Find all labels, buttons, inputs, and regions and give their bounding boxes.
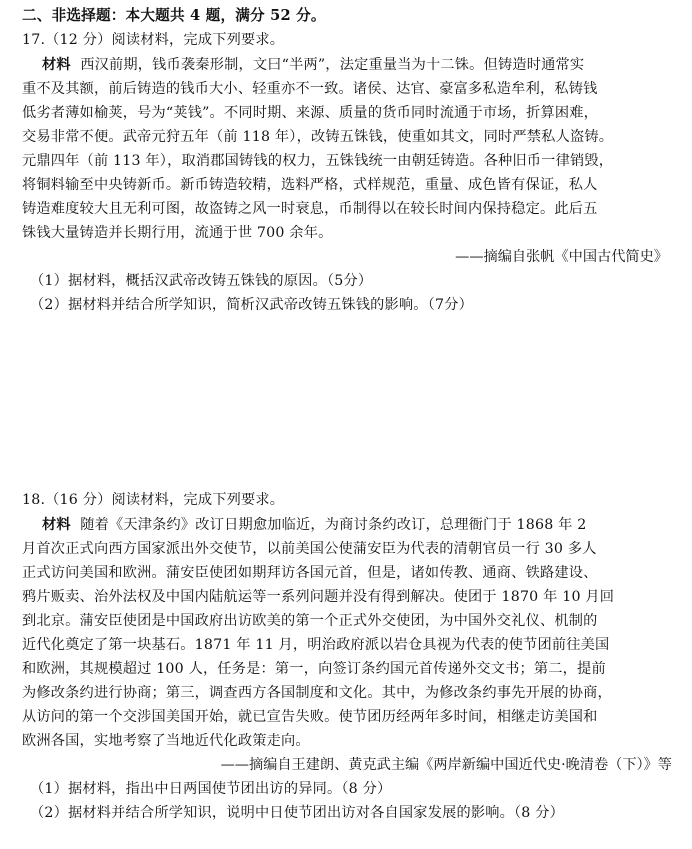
section-header: 二、非选择题：本大题共 4 题，满分 52 分。 — [22, 7, 326, 24]
q17-line: 将铜料输至中央铸新币。新币铸造较精，选料严格，式样规范，重量、成色皆有保证，私人 — [22, 177, 598, 193]
q17-question-2: （2）据材料并结合所学知识，简析汉武帝改铸五铢钱的影响。（7分） — [30, 297, 473, 313]
q17-line: 元鼎四年（前 113 年），取消郡国铸钱的权力，五铢钱统一由朝廷铸造。各种旧币一律销毁， — [22, 153, 614, 169]
q18-material-label: 材料 — [42, 517, 71, 533]
q18-question-1: （1）据材料，指出中日两国使节团出访的异同。（8 分） — [30, 781, 392, 797]
q17-source: ——摘编自张帆《中国古代简史》 — [455, 249, 668, 265]
q17-line: 低劣者薄如榆荚，号为“荚钱”。不同时期、来源、质量的货币同时流通于市场，折算困难， — [22, 105, 599, 121]
q18-question-2: （2）据材料并结合所学知识，说明中日使节团出访对各自国家发展的影响。（8 分） — [30, 805, 565, 821]
q17-line: 铢钱大量铸造并长期行用，流通于世 700 余年。 — [22, 225, 333, 241]
q17-line: 西汉前期，钱币袭秦形制，文曰“半两”，法定重量当为十二铢。但铸造时通常实 — [80, 57, 585, 73]
q18-line: 随着《天津条约》改订日期愈加临近，为商讨条约改订，总理衙门于 1868 年 2 — [80, 517, 587, 533]
q18-line: 欧洲各国，实地考察了当地近代化政策走向。 — [22, 733, 310, 749]
q17-line: 铸造难度较大且无利可图，故盗铸之风一时衰息，币制得以在较长时间内保持稳定。此后五 — [22, 201, 598, 217]
q18-line: 近代化奠定了第一块基石。1871 年 11 月，明治政府派以岩仓具视为代表的使节团前往美国 — [22, 637, 610, 653]
q17-question-1: （1）据材料，概括汉武帝改铸五铢钱的原因。（5分） — [30, 273, 373, 289]
q18-line: 和欧洲，其规模超过 100 人，任务是：第一，向签订条约国元首传递外交文书；第二，提前 — [22, 661, 606, 677]
q18-source: ——摘编自王建朗、黄克武主编《两岸新编中国近代史·晚清卷（下）》等 — [220, 757, 672, 773]
q18-line: 从访问的第一个交涉国美国开始，就已宣告失败。使节团历经两年多时间，相继走访美国和 — [22, 709, 598, 725]
q18-line: 到北京。蒲安臣使团是中国政府出访欧美的第一个正式外交使团，为中国外交礼仪、机制的 — [22, 613, 598, 629]
q17-material-label: 材料 — [42, 57, 71, 73]
q18-line: 为修改条约进行协商；第三，调查西方各国制度和文化。其中，为修改条约事先开展的协商， — [22, 685, 612, 701]
q18-heading: 18.（16 分）阅读材料，完成下列要求。 — [22, 492, 285, 508]
q17-line: 重不及其额，前后铸造的钱币大小、轻重亦不一致。诸侯、达官、豪富多私造牟利，私铸钱 — [22, 81, 598, 97]
q17-heading: 17.（12 分）阅读材料，完成下列要求。 — [22, 32, 285, 48]
q18-line: 鸦片贩卖、治外法权及中国内陆航运等一系列问题并没有得到解决。使团于 1870 年 10 月回 — [22, 589, 615, 605]
q17-material-line-1 — [42, 53, 584, 77]
q18-material-line-1 — [42, 513, 586, 537]
q18-line: 正式访问美国和欧洲。蒲安臣使团如期拜访各国元首，但是，诸如传教、通商、铁路建设、 — [22, 565, 598, 581]
q18-line: 月首次正式向西方国家派出外交使节，以前美国公使蒲安臣为代表的清朝官员一行 30 多人 — [22, 541, 597, 557]
q17-line: 交易非常不便。武帝元狩五年（前 118 年），改铸五铢钱，使重如其文，同时严禁私人盗铸。 — [22, 129, 614, 145]
